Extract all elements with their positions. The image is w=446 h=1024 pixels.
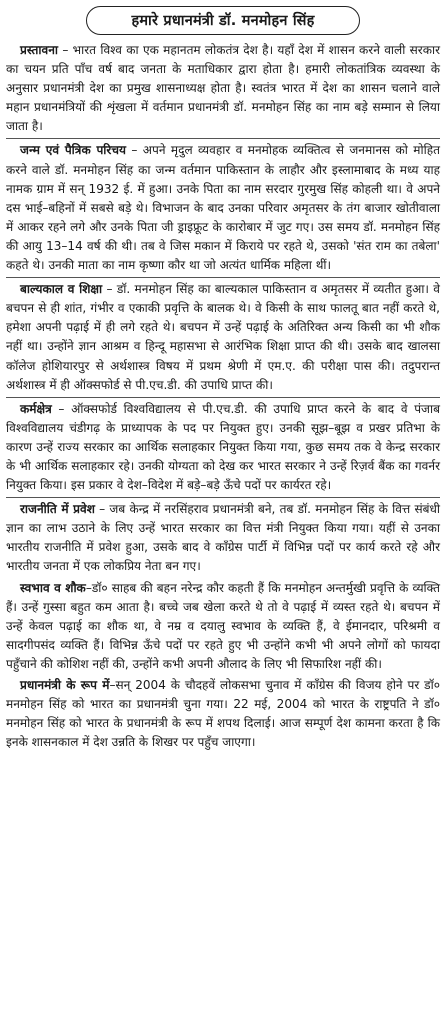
section-prime-minister: [6, 676, 440, 752]
section-text: –डॉ० साहब की बहन नरेन्द्र कौर कहती हैं कि मनमोहन अन्तर्मुखी प्रवृत्ति के व्यक्ति हैं। उन्हें गुस्सा बहुत कम आता है। बच्चे जब खेला करते थे तो वे पढ़ाई में व्यस्त रहते थे। बचपन में उन्हें केवल पढ़ाई का शौक था, वे नम्र व दयालु स्वभाव के व्यक्ति हैं, वे ईमानदार, परिश्रमी व सादगीपसंद व्यक्ति हैं। विभिन्न ऊँचे पदों पर रहते हुए भी उन्होंने कभी भी अपने लोगों को फायदा पहुँचाने की कोशिश नहीं की, उन्होंने कभी अपनी औलाद के लिए भी सिफारिश नहीं की।: [6, 580, 440, 671]
section-childhood-education: [6, 277, 440, 395]
section-introduction: [6, 41, 440, 136]
section-heading: जन्म एवं पैत्रिक परिचय: [20, 143, 126, 158]
section-politics: [6, 497, 440, 576]
essay-page: [6, 6, 440, 754]
section-text: – ऑक्सफोर्ड विश्वविद्यालय से पी.एच.डी. की उपाधि प्राप्त करने के बाद वे पंजाब विश्वविद्यालय चंडीगढ़ के प्राध्यापक के पद पर नियुक्त हुए। उनकी सूझ–बूझ व प्रखर प्रतिभा के कारण उन्हें राज्य सरकार का आर्थिक सलाहकार नियुक्त किया गया, कुछ समय तक वे केन्द्र सरकार के भी आर्थिक सलाहकार रहे। उनकी योग्यता को देख कर भारत सरकार ने उन्हें रिज़र्व बैंक का गवर्नर नियुक्त किया। इस प्रकार वे देश–विदेश में बड़े–बड़े ऊँचे पदों पर कार्यरत रहे।: [6, 401, 440, 493]
section-heading: बाल्यकाल व शिक्षा: [20, 282, 103, 297]
section-heading: कर्मक्षेत्र: [20, 401, 52, 416]
section-heading: स्वभाव व शौक: [20, 580, 86, 595]
section-text: – भारत विश्व का एक महानतम लोकतंत्र देश है। यहाँ देश में शासन करने वाली सरकार का चयन प्रति पाँच वर्ष बाद जनता के मताधिकार द्वारा होता है। हमारी लोकतांत्रिक व्यवस्था के अनुसार प्रधानमंत्री देश का प्रमुख शासनाध्यक्ष होता है। स्वतंत्र भारत में देश का शासन चलाने वाले महान प्रधानमंत्रियों की शृंखला में वर्तमान प्रधानमंत्री डॉ. मनमोहन सिंह का नाम बड़े सम्मान से लिया जाता है।: [6, 43, 440, 134]
section-heading: प्रस्तावना: [20, 43, 59, 57]
section-text: – डॉ. मनमोहन सिंह का बाल्यकाल पाकिस्तान व अमृतसर में व्यतीत हुआ। वे बचपन से ही शांत, गंभीर व एकाकी प्रवृत्ति के बालक थे। वे किसी के साथ फालतू बात नहीं करते थे, हमेशा अपनी पढ़ाई में ही लगे रहते थे। बचपन में उन्हें पढ़ाई के अतिरिक्त अन्य किसी का भी शौक नहीं था। उन्होंने ज्ञान आश्रम व हिन्दू महासभा से आरंभिक शिक्षा प्राप्त की थी। उसके बाद खालसा कॉलेज होशियारपुर से अर्थशास्त्र विषय में प्रथम श्रेणी में एम.ए. की परीक्षा पास की। तदुपरान्त अर्थशास्त्र में ही ऑक्सफोर्ड से पी.एच.डी. की उपाधि प्राप्त की।: [6, 282, 440, 392]
section-text: – जब केन्द्र में नरसिंहराव प्रधानमंत्री बने, तब डॉ. मनमोहन सिंह के वित्त संबंधी ज्ञान का लाभ उठाने के लिए उन्हें भारत सरकार का वित्त मंत्री नियुक्त किया गया। यहीं से उनका भारतीय राजनीति में प्रवेश हुआ, उसके बाद वे कॉंग्रेस पार्टी में विभिन्न पदों पर कार्य करते रहे और भारतीय जनता में एक लोकप्रिय नेता बन गए।: [6, 502, 440, 574]
section-text: –सन् 2004 के चौदहवें लोकसभा चुनाव में कॉंग्रेस की विजय होने पर डॉ० मनमोहन सिंह को भारत का प्रधानमंत्री चुना गया। 22 मई, 2004 को भारत के राष्ट्रपति ने डॉ० मनमोहन सिंह को भारत के प्रधानमंत्री के रूप में शपथ दिलाई। आज सम्पूर्ण देश कामना करता है कि इनके शासनकाल में देश उन्नति के शिखर पर पहुँच जाएगा।: [6, 678, 440, 750]
section-birth-family: [6, 138, 440, 275]
section-heading: राजनीति में प्रवेश: [20, 502, 95, 517]
section-nature-hobbies: [6, 579, 440, 674]
section-heading: प्रधानमंत्री के रूप में: [20, 678, 110, 692]
section-career: [6, 397, 440, 495]
page-title: हमारे प्रधानमंत्री डॉ. मनमोहन सिंह: [86, 6, 360, 35]
section-text: – अपने मृदुल व्यवहार व मनमोहक व्यक्तित्व से जनमानस को मोहित करने वाले डॉ. मनमोहन सिंह का जन्म वर्तमान पाकिस्तान के लाहौर और इस्लामाबाद के मध्य याह नामक ग्राम में सन् 1932 ई. में हुआ। उनके पिता का नाम सरदार गुरमुख सिंह कोहली था। वे अपने दस भाई–बहिनों में सबसे बड़े थे। विभाजन के बाद उनका परिवार अमृतसर के तंग बाजार खोतीवाला में आकर रहने लगे और उनके पिता जी ड्राइफ्रूट के कारोबार में जुट गए। उस समय डॉ. मनमोहन सिंह की आयु 13–14 वर्ष की थी। तब वे जिस मकान में किराये पर रहते थे, उसको 'संत राम का तबेला' कहते थे। उनकी माता का नाम कृष्णा कौर था जो अत्यंत धार्मिक महिला थीं।: [6, 143, 440, 273]
